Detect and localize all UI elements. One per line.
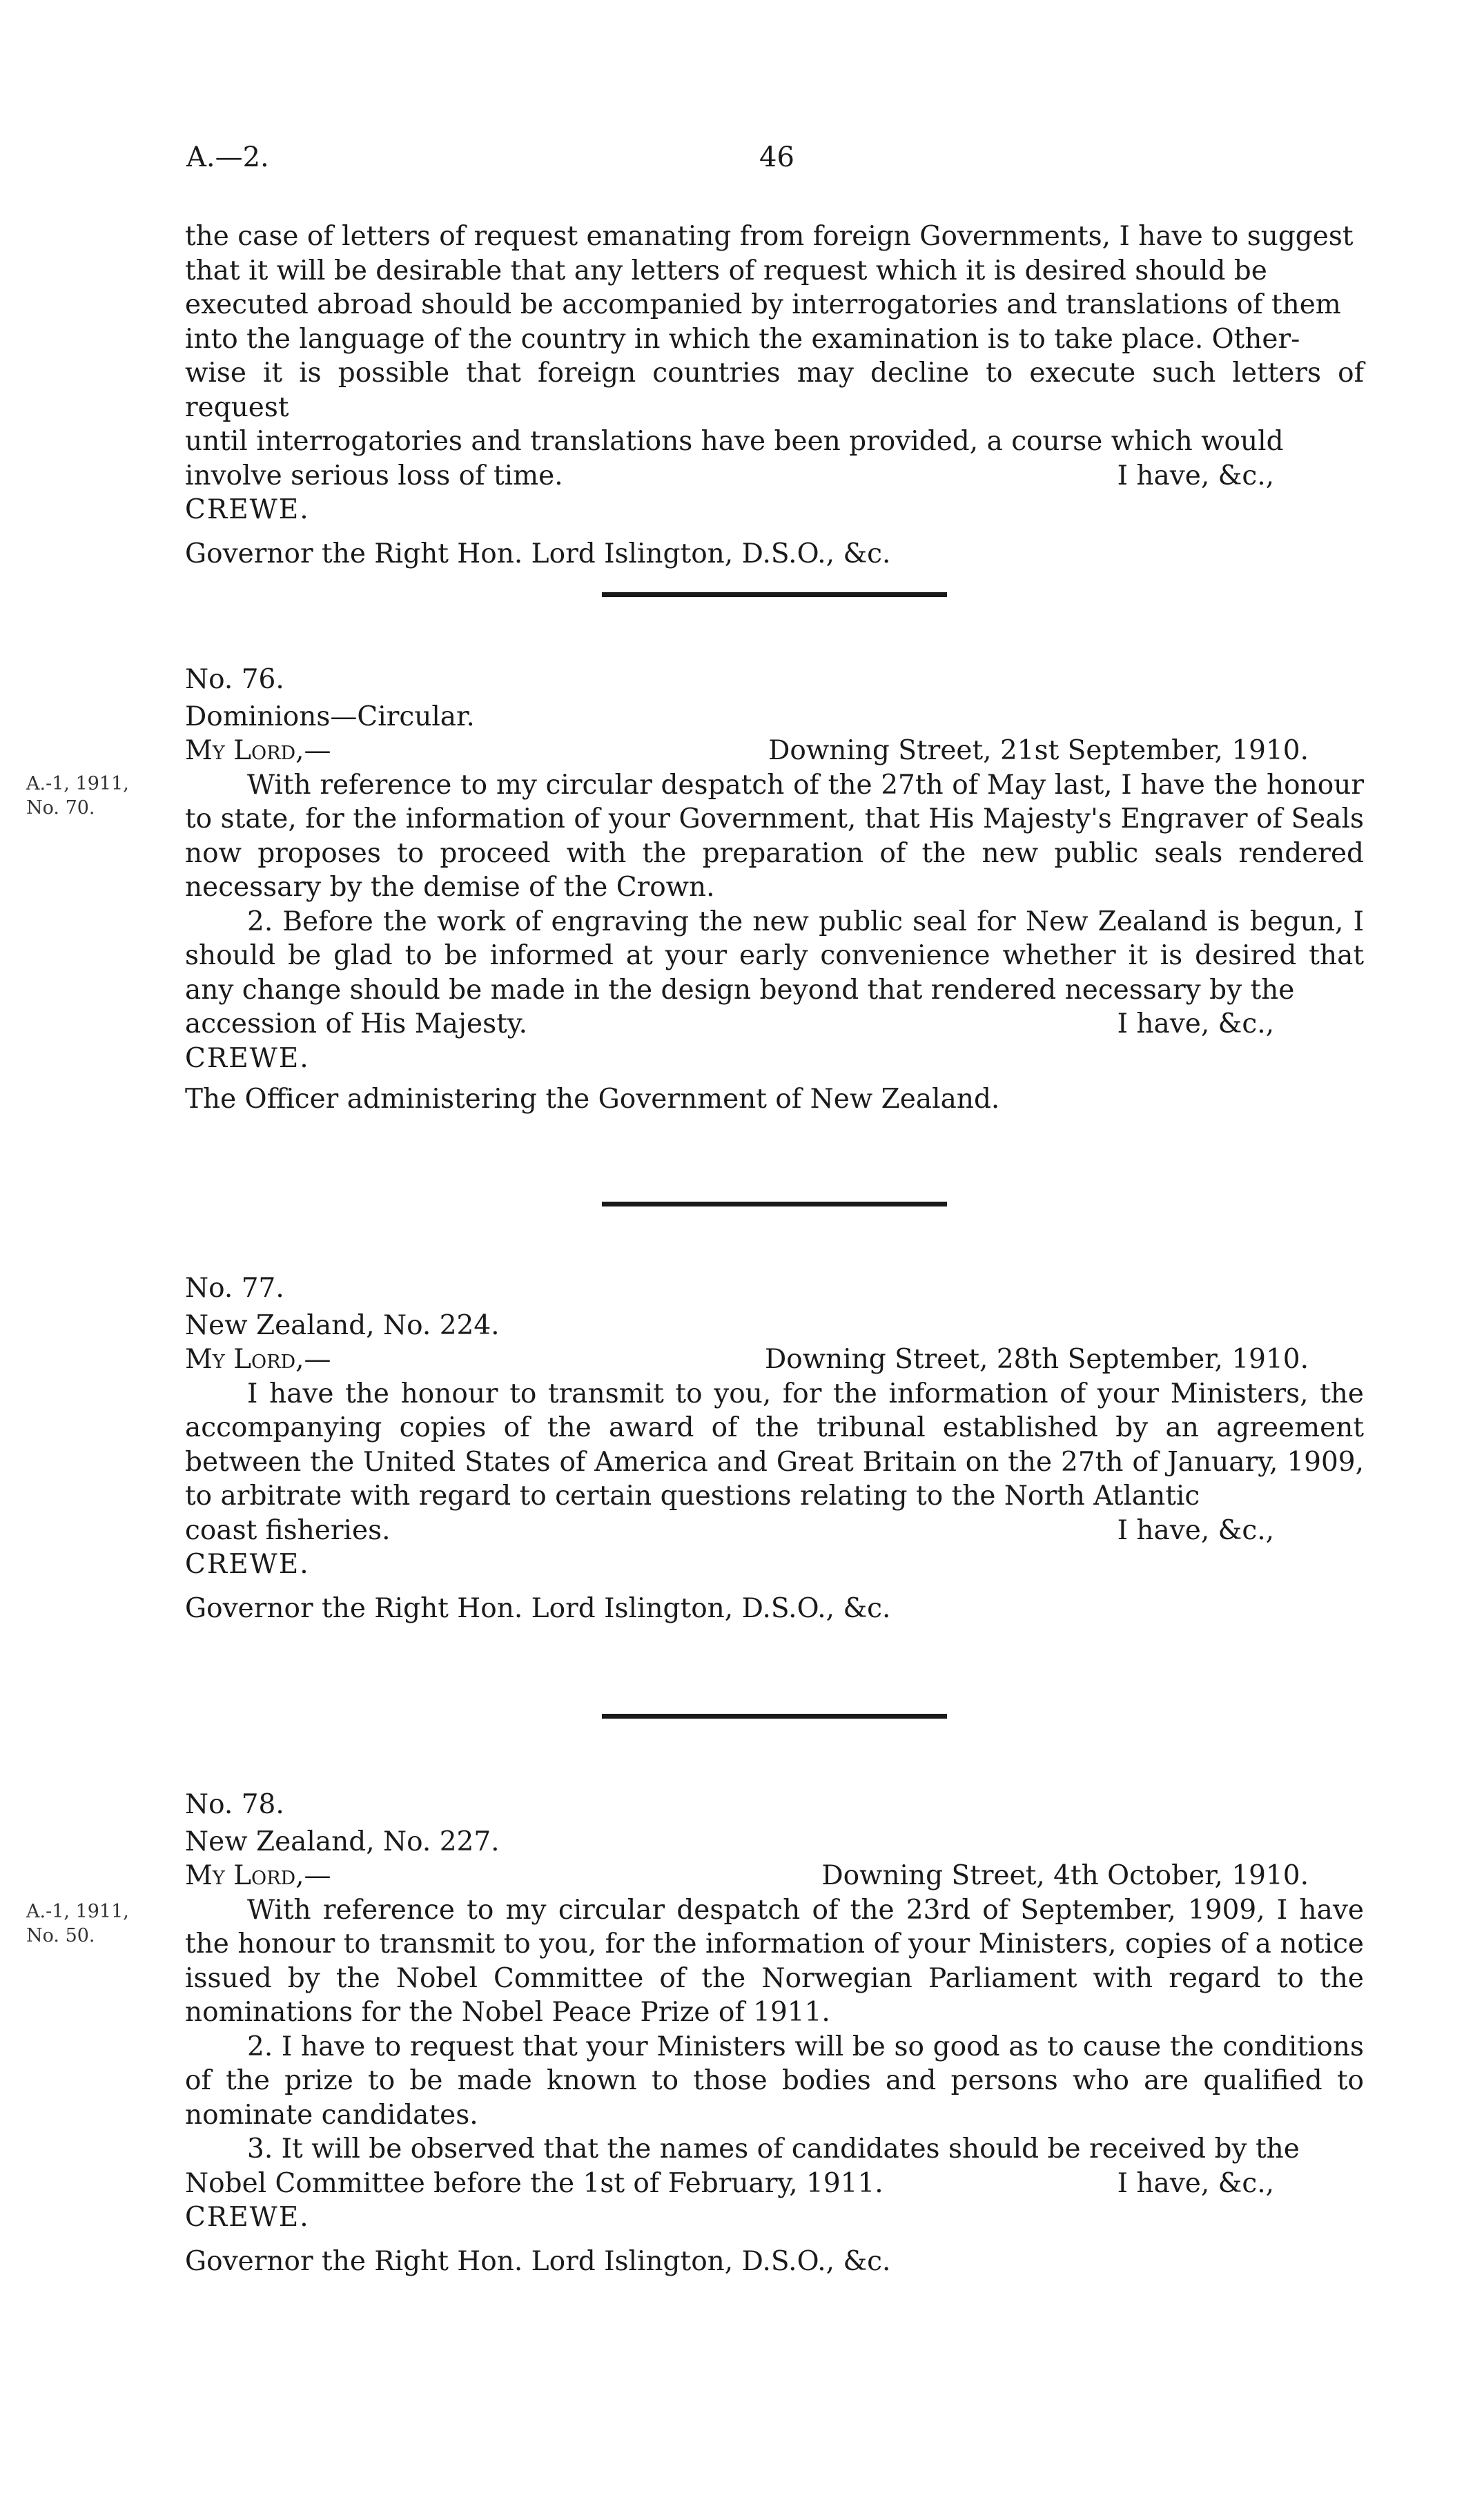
closing-row — [185, 2167, 1364, 2201]
closing: I have, &c., — [1117, 2167, 1274, 2199]
place-date: Downing Street, 28th September, 1910. — [764, 1344, 1309, 1375]
salutation: My Lord,— — [185, 1344, 331, 1375]
closing-row — [185, 1007, 1364, 1042]
signature: CREWE. — [185, 2202, 310, 2233]
paragraph-1: With reference to my circular despatch of the 27th of May last, I have the honour to state, for the information of your Government, that His Majesty's Engraver of Seals now proposes to proceed with the preparation of the new public seals rendered necessary by the demise of the Crown. — [185, 769, 1364, 903]
letter-series: New Zealand, No. 224. — [185, 1309, 500, 1341]
paragraph-1: I have the honour to transmit to you, for the information of your Ministers, the accompanying copies of the award of the tribunal established by an agreement between the United States of America and Great Britain on the 27th of January, 1909, to arbitrate with regard to certain questions relating to the North Atlantic — [185, 1378, 1364, 1512]
place-date: Downing Street, 4th October, 1910. — [821, 1860, 1309, 1891]
document-reference: A.—2. — [186, 141, 269, 173]
intro-line: that it will be desirable that any letters of request which it is desired should be — [185, 255, 1267, 286]
closing: I have, &c., — [1117, 1008, 1274, 1039]
intro-closing: I have, &c., — [1117, 460, 1274, 491]
paragraph-1: With reference to my circular despatch of the 23rd of September, 1909, I have the honour to transmit to you, for the information of your Ministers, copies of a notice issued by the Nobel Committee of the Norwegian Parliament with regard to the nominations for the Nobel Peace Prize of 1911. — [185, 1894, 1364, 2028]
intro-addressee: Governor the Right Hon. Lord Islington, D.S.O., &c. — [185, 538, 891, 569]
margin-reference: A.-1, 1911, No. 50. — [26, 1901, 129, 1947]
page-number: 46 — [759, 141, 794, 173]
signature: CREWE. — [185, 1042, 310, 1074]
signature: CREWE. — [185, 1549, 310, 1580]
salutation-row — [185, 734, 1364, 768]
letter-number: No. 77. — [185, 1273, 284, 1304]
intro-line: into the language of the country in which the examination is to take place. Other- — [185, 323, 1300, 355]
intro-line: wise it is possible that foreign countries may decline to execute such letters of request — [185, 358, 1364, 423]
intro-line: until interrogatories and translations have been provided, a course which would — [185, 426, 1284, 457]
letter-series: Dominions—Circular. — [185, 701, 475, 732]
section-divider — [602, 1714, 947, 1719]
section-divider — [602, 592, 947, 597]
addressee: The Officer administering the Government of New Zealand. — [185, 1084, 1000, 1115]
intro-closing-row — [185, 459, 1364, 494]
letter-no-77 — [185, 1271, 1364, 1625]
addressee: Governor the Right Hon. Lord Islington, D.S.O., &c. — [185, 2245, 891, 2277]
paragraph-3: 3. It will be observed that the names of candidates should be received by the — [247, 2133, 1300, 2165]
salutation-row — [185, 1859, 1364, 1893]
salutation: My Lord,— — [185, 735, 331, 766]
letter-no-76 — [185, 663, 1364, 1117]
place-date: Downing Street, 21st September, 1910. — [768, 735, 1309, 766]
letter-number: No. 78. — [185, 1789, 284, 1820]
intro-line: executed abroad should be accompanied by interrogatories and translations of them — [185, 289, 1341, 320]
closing: I have, &c., — [1117, 1514, 1274, 1546]
letter-number: No. 76. — [185, 664, 284, 695]
closing-row — [185, 1514, 1364, 1548]
intro-signature: CREWE. — [185, 494, 310, 525]
salutation-row — [185, 1342, 1364, 1377]
intro-letter — [185, 219, 1364, 571]
intro-last-line: involve serious loss of time. — [185, 460, 563, 491]
paragraph-2: 2. Before the work of engraving the new public seal for New Zealand is begun, I should be glad to be informed at your early convenience whether it is desired that any change should be made in the design beyond that rendered necessary by the — [185, 906, 1364, 1006]
paragraph-1-last-line: coast fisheries. — [185, 1514, 391, 1546]
addressee: Governor the Right Hon. Lord Islington, D.S.O., &c. — [185, 1592, 891, 1624]
intro-line: the case of letters of request emanating from foreign Governments, I have to suggest — [185, 221, 1354, 252]
letter-no-78 — [185, 1788, 1364, 2278]
salutation: My Lord,— — [185, 1860, 331, 1891]
section-divider — [602, 1202, 947, 1206]
paragraph-2-last-line: accession of His Majesty. — [185, 1008, 528, 1039]
margin-reference: A.-1, 1911, No. 70. — [26, 773, 129, 819]
paragraph-2: 2. I have to request that your Ministers will be so good as to cause the conditions of the prize to be made known to those bodies and persons who are qualified to nominate candidates. — [185, 2031, 1364, 2131]
paragraph-3-last-line: Nobel Committee before the 1st of February, 1911. — [185, 2167, 883, 2199]
letter-series: New Zealand, No. 227. — [185, 1826, 500, 1857]
